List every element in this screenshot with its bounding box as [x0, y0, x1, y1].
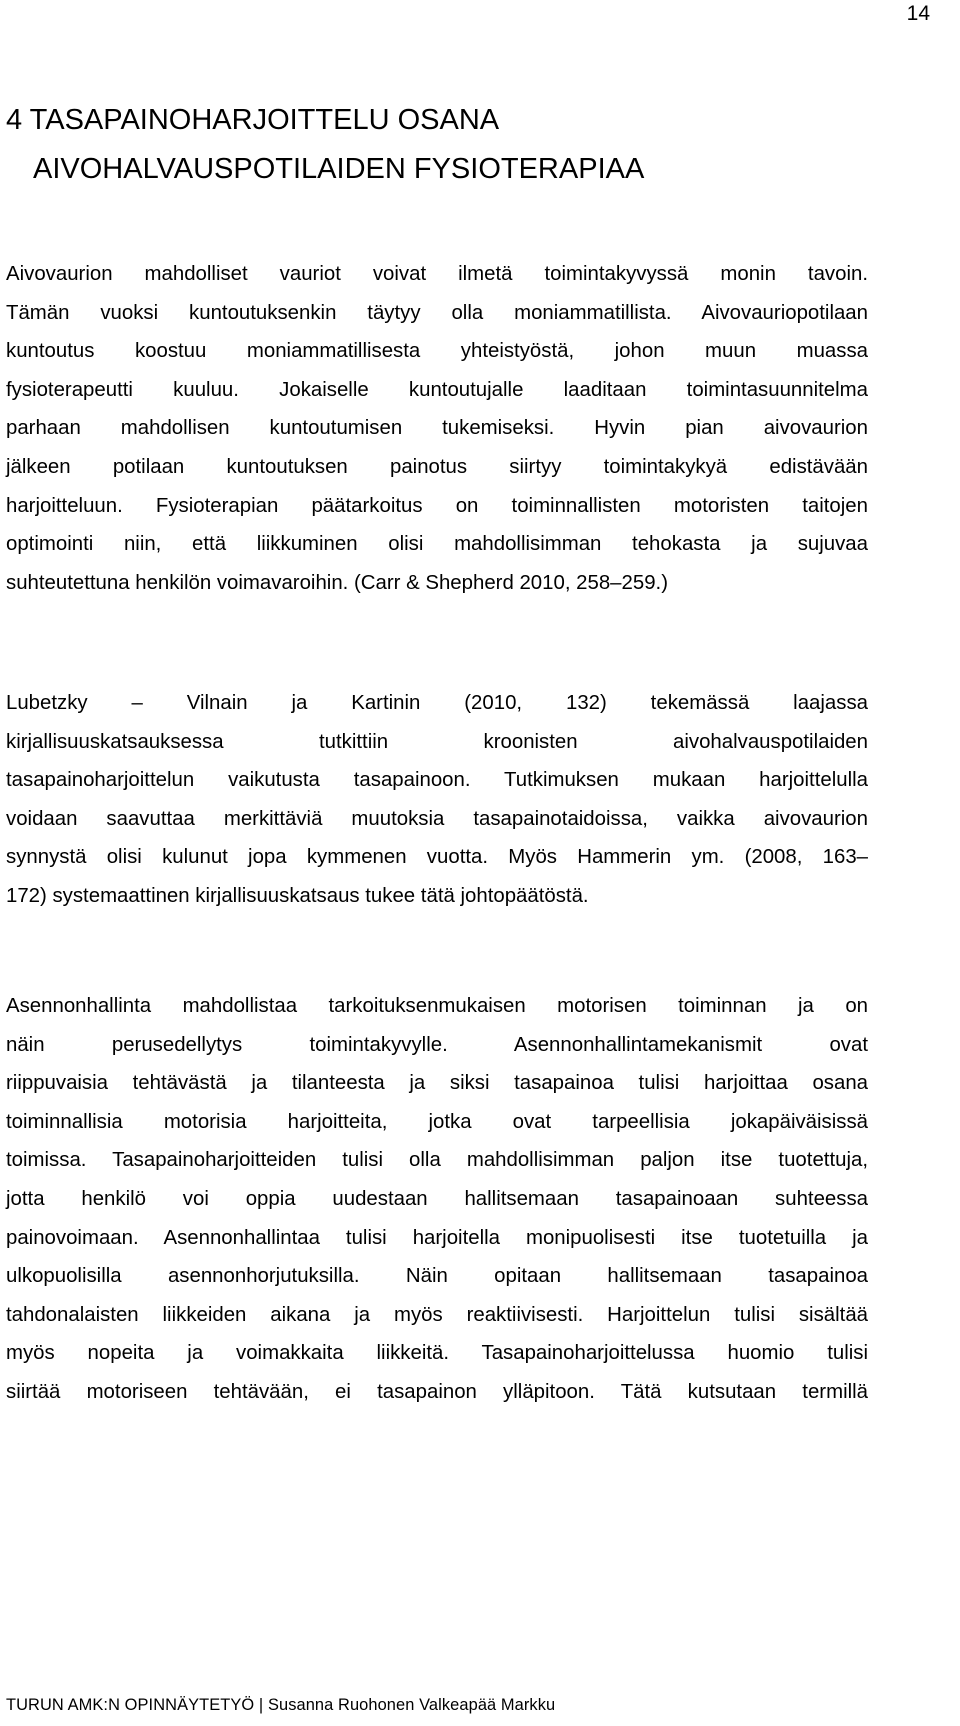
text-line: toiminnallisia motorisia harjoitteita, jotka ovat tarpeellisia jokapäiväisissä [6, 1110, 868, 1133]
text-line: myös nopeita ja voimakkaita liikkeitä. Tasapainoharjoittelussa huomio tulisi [6, 1342, 868, 1365]
page-footer: TURUN AMK:N OPINNÄYTETYÖ | Susanna Ruohonen Valkeapää Markku [6, 1696, 556, 1714]
text-line: jälkeen potilaan kuntoutuksen painotus siirtyy toimintakykyä edistävään [6, 455, 868, 478]
text-line: ulkopuolisilla asennonhorjutuksilla. Näin opitaan hallitsemaan tasapainoa [6, 1265, 868, 1288]
text-line: riippuvaisia tehtävästä ja tilanteesta ja siksi tasapainoa tulisi harjoittaa osana [6, 1072, 868, 1095]
text-line: 172) systemaattinen kirjallisuuskatsaus tukee tätä johtopäätöstä. [6, 884, 589, 907]
paragraph-2 [6, 684, 868, 916]
paragraph-1 [6, 255, 868, 602]
text-line: kuntoutus koostuu moniammatillisesta yhteistyöstä, johon muun muassa [6, 340, 868, 363]
text-line: Asennonhallinta mahdollistaa tarkoituksenmukaisen motorisen toiminnan ja on [6, 995, 868, 1017]
text-line: harjoitteluun. Fysioterapian päätarkoitus on toiminnallisten motoristen taitojen [6, 494, 868, 517]
text-line: tahdonalaisten liikkeiden aikana ja myös reaktiivisesti. Harjoittelun tulisi sisältää [6, 1303, 868, 1326]
paragraph-3 [6, 987, 868, 1412]
text-line: kirjallisuuskatsauksessa tutkittiin kroonisten aivohalvauspotilaiden [6, 730, 868, 753]
chapter-heading-line-2: AIVOHALVAUSPOTILAIDEN FYSIOTERAPIAA [33, 153, 645, 185]
chapter-heading [6, 96, 906, 194]
page-number: 14 [906, 2, 930, 25]
text-line: parhaan mahdollisen kuntoutumisen tukemiseksi. Hyvin pian aivovaurion [6, 417, 868, 440]
text-line: Aivovaurion mahdolliset vauriot voivat ilmetä toimintakyvyssä monin tavoin. [6, 263, 868, 285]
text-line: synnystä olisi kulunut jopa kymmenen vuotta. Myös Hammerin ym. (2008, 163– [6, 846, 868, 869]
chapter-heading-line-1: 4 TASAPAINOHARJOITTELU OSANA [6, 104, 500, 136]
text-line: näin perusedellytys toimintakyvylle. Asennonhallintamekanismit ovat [6, 1033, 868, 1056]
text-line: Tämän vuoksi kuntoutuksenkin täytyy olla moniammatillista. Aivovauriopotilaan [6, 301, 868, 324]
text-line: optimointi niin, että liikkuminen olisi mahdollisimman tehokasta ja sujuvaa [6, 533, 868, 556]
text-line: toimissa. Tasapainoharjoitteiden tulisi olla mahdollisimman paljon itse tuotettuja, [6, 1149, 868, 1172]
text-line: suhteutettuna henkilön voimavaroihin. (Carr & Shepherd 2010, 258–259.) [6, 571, 668, 594]
text-line: fysioterapeutti kuuluu. Jokaiselle kuntoutujalle laaditaan toimintasuunnitelma [6, 378, 868, 401]
text-line: jotta henkilö voi oppia uudestaan hallitsemaan tasapainoaan suhteessa [6, 1187, 868, 1210]
text-line: painovoimaan. Asennonhallintaa tulisi harjoitella monipuolisesti itse tuotetuilla ja [6, 1226, 868, 1249]
text-line: tasapainoharjoittelun vaikutusta tasapainoon. Tutkimuksen mukaan harjoittelulla [6, 769, 868, 792]
text-line: Lubetzky – Vilnain ja Kartinin (2010, 132) tekemässä laajassa [6, 692, 868, 714]
text-line: siirtää motoriseen tehtävään, ei tasapainon ylläpitoon. Tätä kutsutaan termillä [6, 1380, 868, 1403]
text-line: voidaan saavuttaa merkittäviä muutoksia tasapainotaidoissa, vaikka aivovaurion [6, 807, 868, 830]
